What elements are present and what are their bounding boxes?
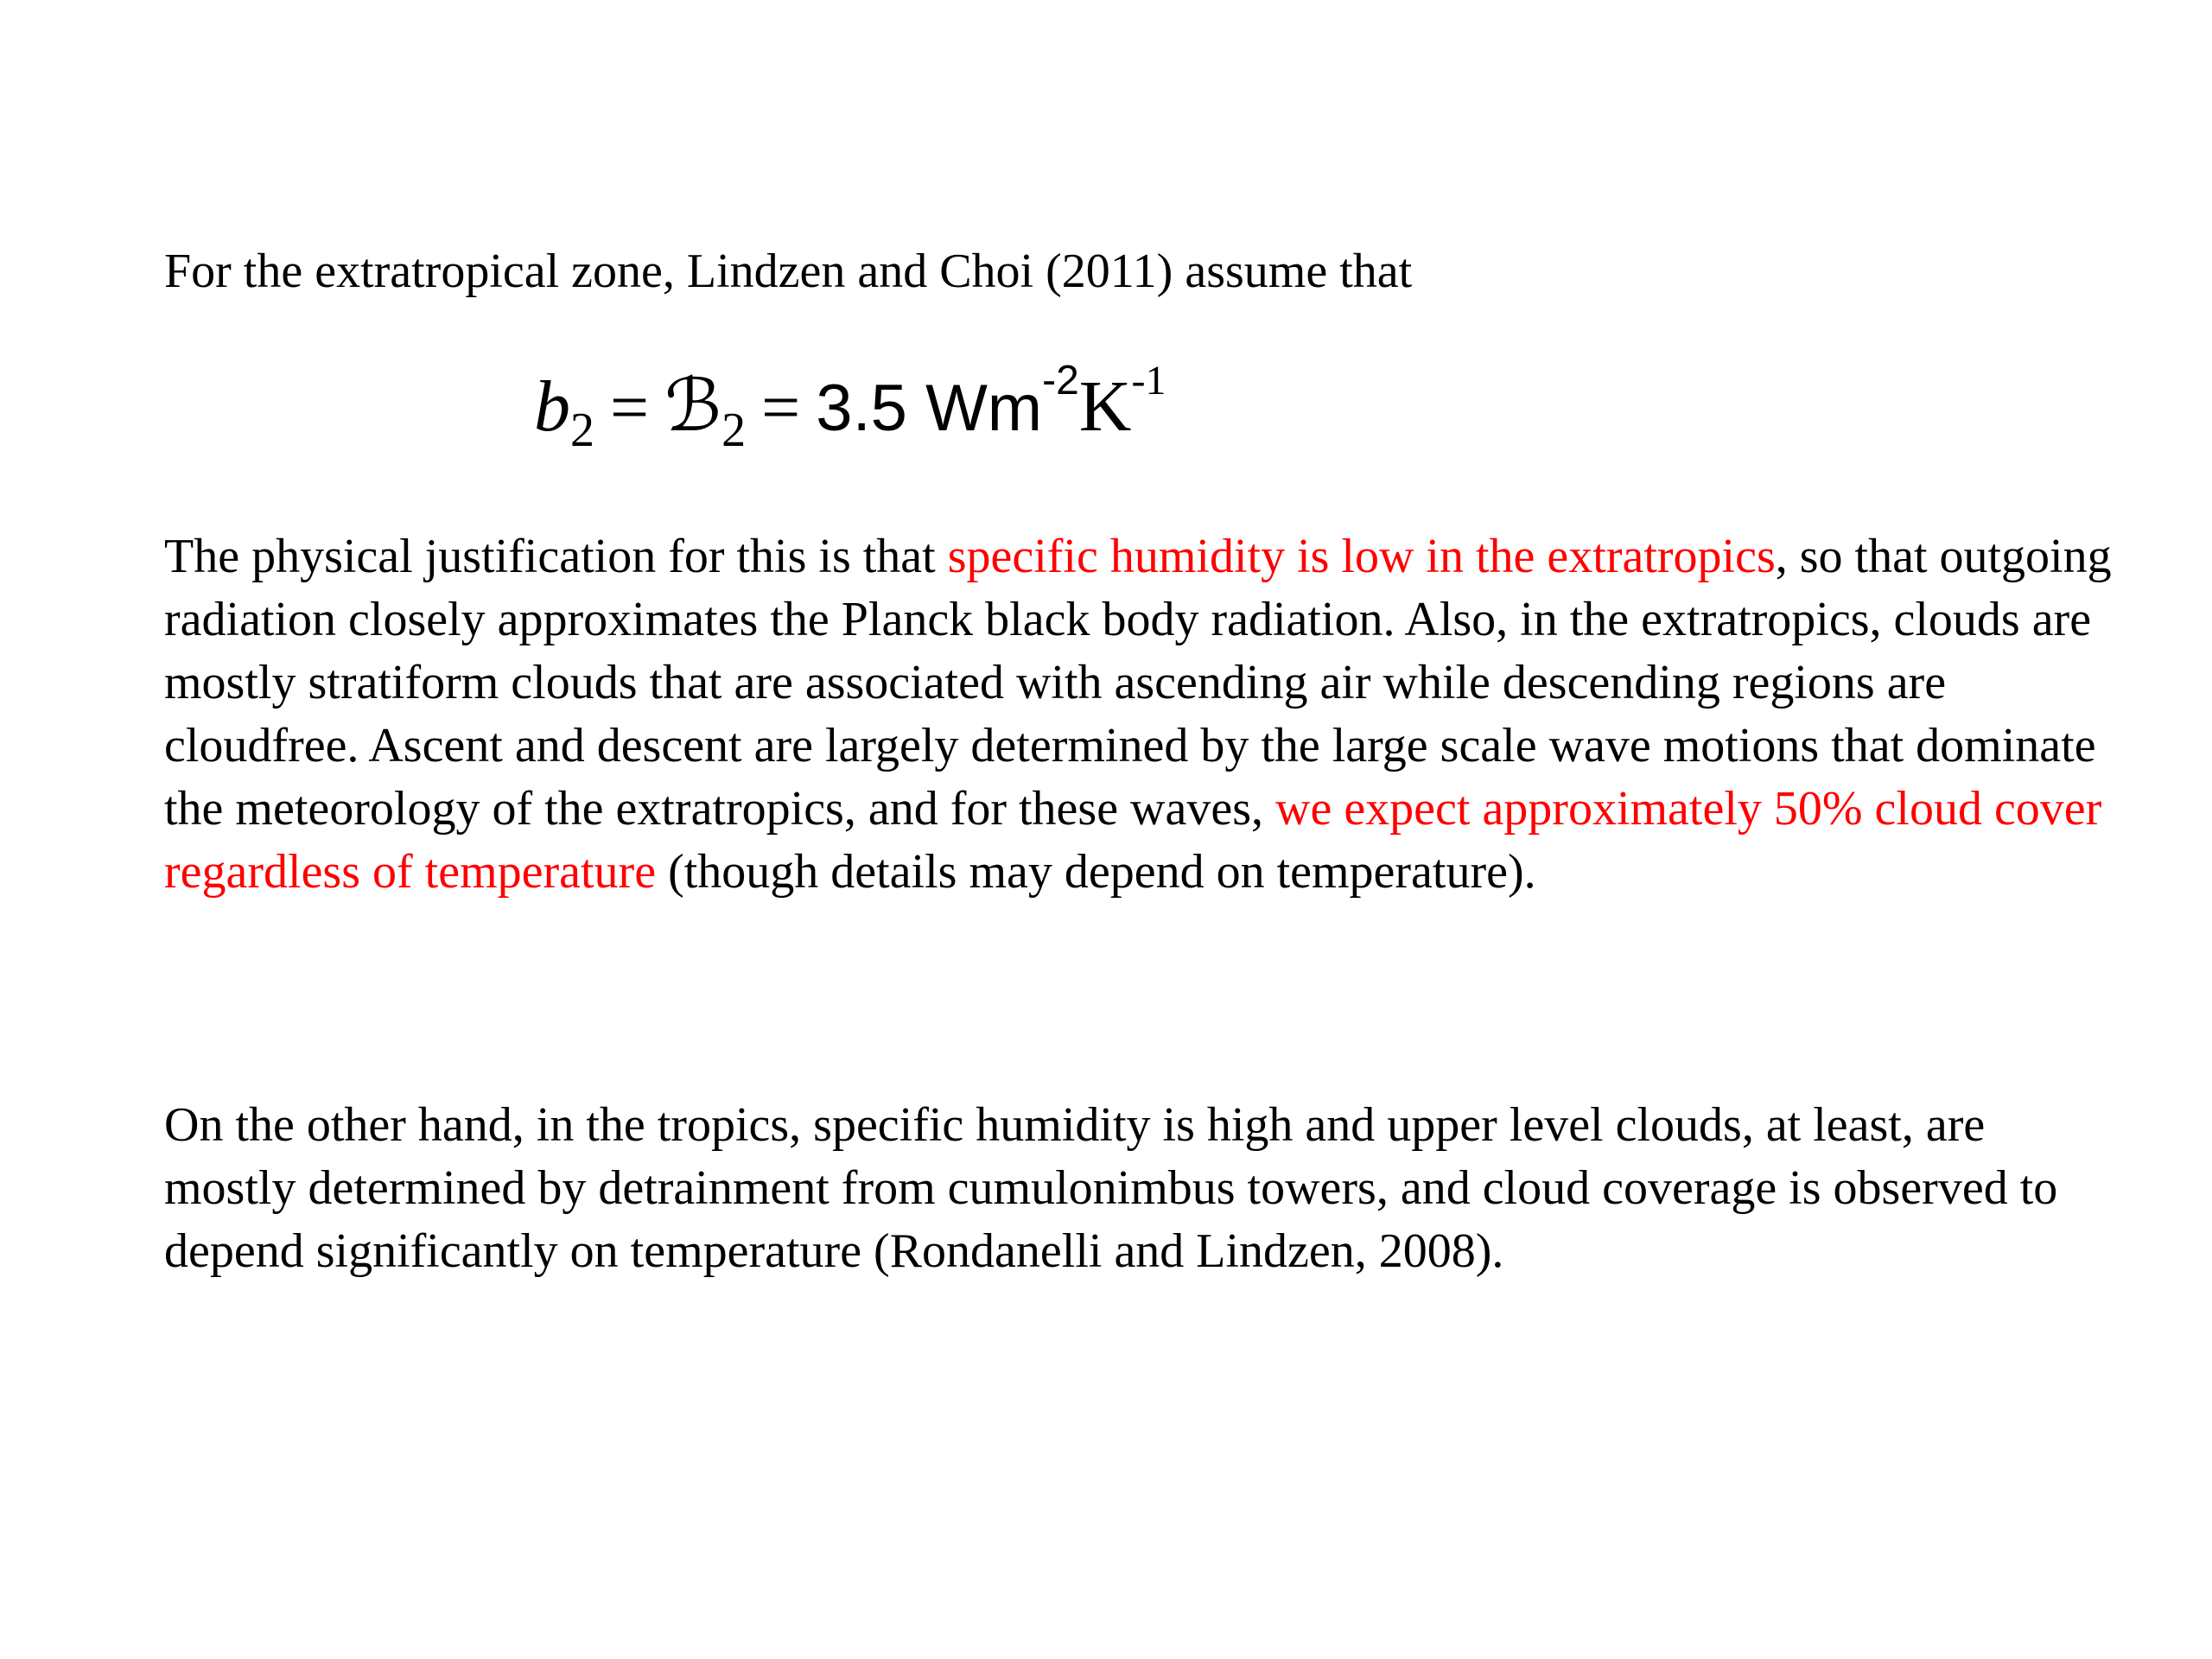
- equation-exponent-2: -1: [1131, 358, 1166, 404]
- equation-unit-k: K: [1078, 366, 1132, 447]
- intro-sentence: For the extratropical zone, Lindzen and Choi (2011) assume that: [164, 245, 1413, 298]
- equation-exponent-1: -2: [1042, 358, 1079, 404]
- equation: [534, 358, 1166, 458]
- highlight-specific-humidity: specific humidity is low in the extratropics: [947, 530, 1776, 583]
- equation-value: 3.5 Wm: [816, 372, 1043, 445]
- equation-lhs-symbol: b: [534, 366, 570, 447]
- equation-lhs-subscript: 2: [570, 404, 594, 457]
- paragraph-1-text-1: The physical justification for this is that: [164, 530, 948, 583]
- paragraph-1-text-2: , so that outgoing radiation closely approximates the Planck black body radiation. Also, in the extratropics, clouds are mostly stratiform clouds that are associated with ascending air while descending regions are cloudfree. Ascent and descent are largely determined by the large scale wave motions that dominate the meteorology of the extratropics, and for these waves,: [164, 530, 2112, 836]
- equation-equals-2: =: [761, 370, 801, 446]
- equation-equals-1: =: [610, 370, 650, 446]
- highlight-cloud-cover: we expect approximately 50% cloud cover regardless of temperature: [164, 782, 2102, 899]
- equation-mid-symbol: ℬ: [664, 366, 722, 447]
- equation-mid-subscript: 2: [721, 404, 747, 457]
- paragraph-1-text-3: (though details may depend on temperature).: [656, 845, 1536, 899]
- paragraph-tropics: On the other hand, in the tropics, specific humidity is high and upper level clouds, at least, are mostly determined by detrainment from cumulonimbus towers, and cloud coverage is observed to depend significantly on temperature (Rondanelli and Lindzen, 2008).: [164, 1098, 2058, 1278]
- paragraph-extratropics: [164, 525, 2117, 904]
